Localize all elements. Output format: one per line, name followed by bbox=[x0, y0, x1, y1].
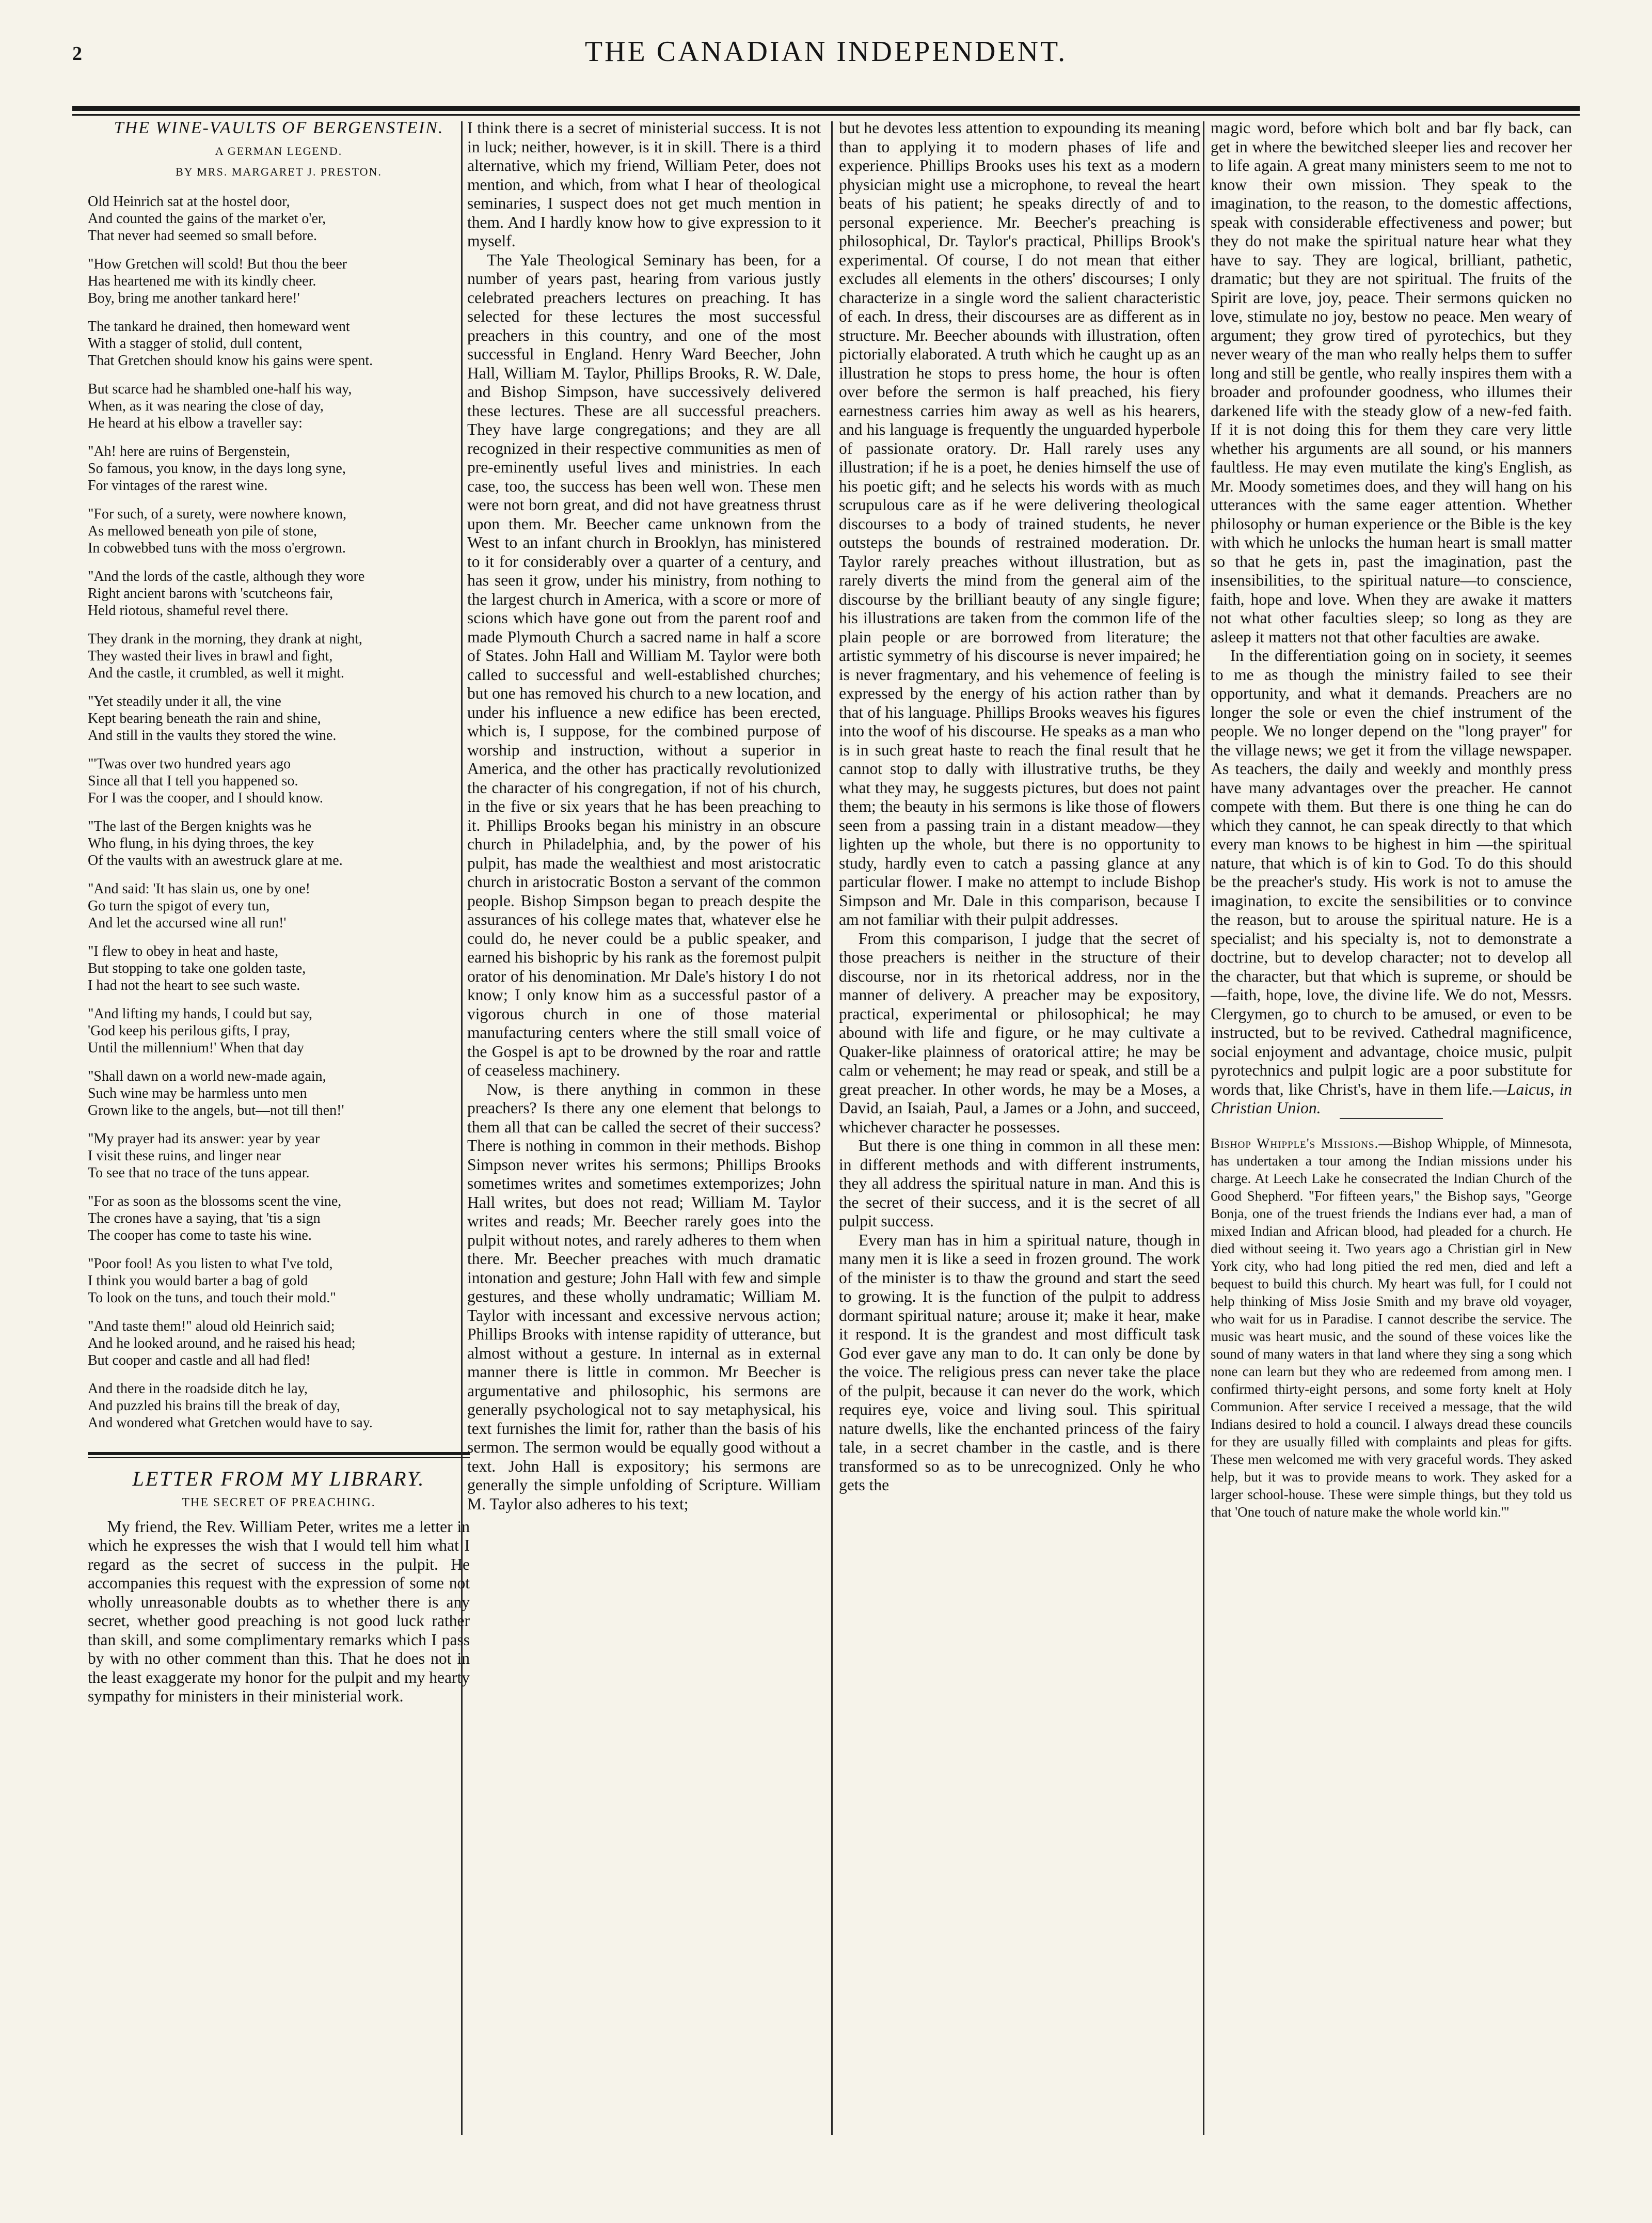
poem-title: THE WINE-VAULTS OF BERGENSTEIN. bbox=[114, 119, 444, 137]
poem-stanza: "My prayer had its answer: year by year I visit these ruins, and linger near To see that no trace of the tuns appear. bbox=[88, 1130, 320, 1181]
notice-text: —Bishop Whipple, of Minnesota, has undertaken a tour among the Indian missions under his charge. At Leech Lake he consecrated the Indian Church of the Good Shepherd. "For fifteen years," the Bishop says, "George Bonja, one of the truest friends the Indians ever had, a man of mixed Indian and African blood, had pleaded for a church. He died without seeing it. Two years ago a Christian girl in New York city, who had long pitied the red men, died and left a bequest to build this church. My heart was full, for I could not help thinking of Miss Josie Smith and my brave old voyager, who wait for us in Paradise. I cannot describe the service. The music was heart music, and the sound of these voices like the sound of many waters in that land where they sing a song which none can learn but they who are redeemed from among men. I confirmed thirty-eight persons, and some forty knelt at Holy Communion. After service I received a message, that the wild Indians desired to hold a council. I always dread these councils for they are usually filled with complaints and pleas for gifts. These men welcomed me with very graceful words. They asked help, but it was to provide means to work. They asked for a larger school-house. These were simple things, but they told us that 'One touch of nature make the whole world kin.'" bbox=[1211, 1135, 1572, 1520]
poem-stanza: "And lifting my hands, I could but say, 'God keep his perilous gifts, I pray, Until the millennium!' When that day bbox=[88, 1005, 313, 1056]
poem-stanza: "Poor fool! As you listen to what I've told, I think you would barter a bag of gold To look on the tuns, and touch their mold." bbox=[88, 1255, 336, 1306]
letter-paragraph: The Yale Theological Seminary has been, for a number of years past, hearing from various justly celebrated preachers lectures on preaching. It has selected for these lectures the most successful preachers in this country, and one of the most successful in England. Henry Ward Beecher, John Hall, William M. Taylor, Phillips Brooks, R. W. Dale, and Bishop Simpson, have successively delivered these lectures. These are all successful preachers. They have large congregations; and they are all recognized in their respective communities as men of pre-eminently useful lives and ministries. In each case, too, the success has been well won. These men were not born great, and did not have greatness thrust upon them. Mr. Beecher came unknown from the West to an infant church in Brooklyn, has ministered to it for considerably over a quarter of a century, and has seen it grow, under his ministry, from nothing to the largest church in America, with a score or more of scions which have gone out from the parent roof and made Plymouth Church a sacred name in half a score of States. John Hall and William M. Taylor were both called to successful and well-established churches; but one has removed his church to a new location, and under his influence a new edifice has been erected, which is, I suppose, for the combined purpose of worship and instruction, without a superior in America, and the other has practically revolutionized the character of his congregation, if not of his church, in the five or six years that he has been preaching to it. Phillips Brooks began his ministry in an obscure church in Philadelphia, and, by the power of his pulpit, has made the wealthiest and most aristocratic church in aristocratic Boston a servant of the common people. Bishop Simpson began to preach despite the assurances of his college mates that, whatever else he could do, he never could be a public speaker, and earned his bishopric by his rank as the foremost pulpit orator of his denomination. Mr Dale's history I do not know; I only know him as a successful pastor of a vigorous church in one of those material manufacturing centers where the still small voice of the Gospel is apt to be drowned by the roar and rattle of ceaseless machinery. bbox=[467, 250, 821, 1079]
poem-stanza: Old Heinrich sat at the hostel door, And counted the gains of the market o'er, That never had seemed so small before. bbox=[88, 193, 326, 244]
poem-stanza: "For as soon as the blossoms scent the vine, The crones have a saying, that 'tis a sign The cooper has come to taste his wine. bbox=[88, 1193, 342, 1243]
letter-paragraph: Every man has in him a spiritual nature, though in many men it is like a seed in frozen ground. The work of the minister is to thaw the ground and start the seed to growing. It is the function of the pulpit to address dormant spiritual nature; arouse it; make it hear, make it respond. It is the grandest and most difficult task God ever gave any man to do. It can only be done by the voice. The religious press can never take the place of the pulpit, because it can never do the work, which requires eye, voice and living soul. This spiritual nature dwells, like the enchanted princess of the fairy tale, in a secret chamber in the castle, and is there transformed so as to be unrecognized. Only he who gets the bbox=[839, 1231, 1200, 1494]
poem-stanza: They drank in the morning, they drank at night, They wasted their lives in brawl and fight, And the castle, it crumbled, as well it might. bbox=[88, 630, 362, 681]
masthead-title: THE CANADIAN INDEPENDENT. bbox=[584, 36, 1068, 68]
poem-stanza: "And taste them!" aloud old Heinrich said; And he looked around, and he raised his head; But cooper and castle and all had fled! bbox=[88, 1318, 356, 1368]
section-rule bbox=[88, 1452, 470, 1455]
letter-signature: —Laicus, in Christian Union. bbox=[1211, 1080, 1572, 1117]
poem-stanza: "'Twas over two hundred years ago Since all that I tell you happened so. For I was the cooper, and I should know. bbox=[88, 755, 323, 806]
poem-stanza: And there in the roadside ditch he lay, And puzzled his brains till the break of day, And wondered what Gretchen would have to say. bbox=[88, 1380, 373, 1431]
page-header bbox=[72, 31, 1580, 93]
column-divider bbox=[1203, 121, 1204, 2135]
poem-stanza: "Ah! here are ruins of Bergenstein, So famous, you know, in the days long syne, For vintages of the rarest wine. bbox=[88, 443, 346, 494]
letter-paragraph: But there is one thing in common in all these men: in different methods and with different instruments, they all address the spiritual nature in man. And this is the secret of their success, and it is the secret of all pulpit success. bbox=[839, 1137, 1200, 1230]
poem-stanza: "The last of the Bergen knights was he Who flung, in his dying throes, the key Of the vaults with an awestruck glare at me. bbox=[88, 818, 343, 869]
poem-stanza: The tankard he drained, then homeward went With a stagger of stolid, dull content, That Gretchen should know his gains were spent. bbox=[88, 318, 373, 369]
letter-paragraph: From this comparison, I judge that the secret of those preachers is neither in the structure of their discourse, nor in its rhetorical address, nor in the manner of delivery. A preacher may be expository, practical, experimental or philosophical; he may abound with life and figure, or he may cultivate a Quaker-like plainness of oratorical attire; he may be calm or vehement; he may read or speak, and still be a great preacher. In other words, he may be a Moses, a David, an Isaiah, Paul, a James or a John, and succeed, whichever character he possesses. bbox=[839, 929, 1200, 1136]
letter-title: LETTER FROM MY LIBRARY. bbox=[132, 1467, 425, 1490]
poem-stanza: "And said: 'It has slain us, one by one! Go turn the spigot of every tun, And let the accursed wine all run!' bbox=[88, 880, 310, 931]
poem-stanza: "For such, of a surety, were nowhere known, As mellowed beneath yon pile of stone, In cobwebbed tuns with the moss o'ergrown. bbox=[88, 506, 347, 556]
poem-stanza: "I flew to obey in heat and haste, But stopping to take one golden taste, I had not the heart to see such waste. bbox=[88, 943, 306, 994]
letter-paragraph-text: In the differentiation going on in society, it seemes to me as though the ministry failed to see their opportunity, and what it demands. Preachers are no longer the sole or even the chief instrument of the people. We no longer depend on the "long prayer" for the village news; we get it from the village newspaper. As teachers, the daily and weekly and monthly press have many advantages over the preacher. He cannot compete with them. But there is one thing he can do which they cannot, he can speak directly to that which every man knows to be highest in him —the spiritual nature, that which is of kin to God. To do this should be the preacher's study. His work is not to amuse the imagination, to excite the sensibilities or to convince the reason, but to arouse the spiritual nature. He is a specialist; and his specialty is, not to demonstrate a doctrine, but to develop character; not to develop all the character, but that which is supreme, or should be—faith, hope, love, the divine life. We do not, Messrs. Clergymen, go to church to be amused, or even to be instructed, but to be revived. Cathedral magnificence, social enjoyment and advantage, choice music, pulpit pyrotechnics and pulpit logic are a poor substitute for words that, like Christ's, have in them life. bbox=[1211, 647, 1572, 1098]
letter-paragraph: My friend, the Rev. William Peter, writes me a letter in which he expresses the wish that I would tell him what I regard as the secret of success in the pulpit. He accompanies this request with the expression of some not wholly unreasonable doubts as to whether there is any secret, whether good preaching is not good luck rather than skill, and some complimentary remarks which I pass by with no other comment than this. That he does not in the least exaggerate my honor for the pulpit and my hearty sympathy for ministers in their ministerial work. bbox=[88, 1517, 470, 1705]
letter-subtitle: THE SECRET OF PREACHING. bbox=[182, 1496, 376, 1509]
poem-subtitle: A GERMAN LEGEND. bbox=[215, 144, 343, 157]
column-divider bbox=[831, 121, 833, 2135]
page-number: 2 bbox=[72, 43, 82, 65]
column-1 bbox=[88, 119, 470, 2179]
letter-paragraph: but he devotes less attention to expounding its meaning than to applying it to modern phases of life and experience. Phillips Brooks uses his text as a modern physician might use a microphone, to reveal the heart beats of his patient; he speaks directly of and to personal experience. Mr. Beecher's preaching is philosophical, Dr. Taylor's practical, Phillips Brook's experimental. Of course, I do not mean that either excludes all elements in the others' discourses; I only characterize in a single word the salient characteristic of each. In dress, their discourses are as different as in structure. Mr. Beecher abounds with illustration, often pictorially elaborated. A truth which he caught up as an illustration he stops to press home, the hour is often over before the sermon is half preached, his fiery earnestness carries him away as well as his hearers, and his language is frequently the unguarded hyperbole of passionate oratory. Dr. Hall rarely uses any illustration; if he is a poet, he denies himself the use of his poetic gift; and he selects his words with as much scrupulous care as if he were delivering theological discourses to a body of trained students, he never outsteps the bounds of restrained moderation. Dr. Taylor rarely preaches without illustration, but as rarely diverts the mind from the general aim of the discourse by the brilliant beauty of any single figure; his illustrations are taken from the common life of the plain people or are borrowed from literature; the artistic symmetry of his discourse is never impaired; he is never fragmentary, and his vehemence of feeling is expressed by the energy of his action rather than by that of his language. Phillips Brooks weaves his figures into the woof of his discourse. He speaks as a man who is in such great haste to reach the final result that he cannot stop to dally with illustrative truths, be they what they may, he suggests pictures, but does not paint them; the beauty in his sermons is like those of flowers seen from a passing train in a distant meadow—they lighten up the whole, but there is no opportunity to study, hardly even to catch a passing glance at any particular flower. I make no attempt to include Bishop Simpson and Mr. Dale in this comparison, because I am not familiar with their pulpit addresses. bbox=[839, 119, 1200, 928]
poem-author: BY MRS. MARGARET J. PRESTON. bbox=[176, 165, 382, 178]
column-4 bbox=[1211, 119, 1572, 2179]
letter-paragraph bbox=[1211, 647, 1572, 1118]
column-2 bbox=[467, 119, 821, 2179]
poem-stanza: "Yet steadily under it all, the vine Kept bearing beneath the rain and shine, And still in the vaults they stored the wine. bbox=[88, 693, 337, 744]
column-3 bbox=[839, 119, 1200, 2179]
poem-stanza: "And the lords of the castle, although they wore Right ancient barons with 'scutcheons fair, Held riotous, shameful revel there. bbox=[88, 568, 365, 619]
signature-rule bbox=[1340, 1118, 1443, 1119]
notice-lead: Bishop Whipple's Missions. bbox=[1211, 1135, 1379, 1151]
poem-body bbox=[88, 193, 470, 1431]
masthead-rule bbox=[72, 106, 1580, 111]
letter-paragraph: Now, is there anything in common in these preachers? Is there any one element that belongs to them all that can be called the secret of their success? There is nothing in common in their methods. Bishop Simpson never writes his sermons; Phillips Brooks sometimes writes and sometimes extemporizes; John Hall writes, but does not read; William M. Taylor writes and reads; Mr. Beecher rarely goes into the pulpit without notes, and rarely adheres to them when there. Mr. Beecher preaches with much dramatic intonation and gesture; John Hall with few and simple gestures, and these wholly undramatic; William M. Taylor with incessant and excessive nervous action; Phillips Brooks with intense rapidity of utterance, but almost without a gesture. In internal as in external manner there is little in common. Mr Beecher is argumentative and philosophic, his sermons are generally psychological not to say metaphysical, his text furnishes the limit for, rather than the basis of his sermon. The sermon would be equally good without a text. John Hall is expository; his sermons are generally the simple unfolding of Scripture. William M. Taylor also adheres to his text; bbox=[467, 1080, 821, 1513]
notice-item bbox=[1211, 1134, 1572, 1521]
section-rule bbox=[88, 1457, 470, 1458]
letter-paragraph: magic word, before which bolt and bar fly back, can get in where the bewitched sleeper lies and recover her to life again. A great many ministers seem to me not to know their own mission. They speak to the imagination, to the reason, to the domestic affections, speak with considerable effectiveness and power; but they do not make the spiritual nature hear what they have to say. They are logical, brilliant, pathetic, dramatic; but they are not spiritual. The fruits of the Spirit are love, joy, peace. Their sermons quicken no love, stimulate no joy, bestow no peace. Men weary of argument; they grow tired of pyrotechics, but they never weary of the man who really helps them to suffer long and still be gentle, who really inspires them with a broader and profounder goodness, who illumes their darkened life with the steady glow of a new-fed faith. If it is not doing this for them they care very little whether his arguments are all sound, or his manners faultless. He may even mutilate the king's English, as Mr. Moody sometimes does, and they will hang on his utterances with the same eager attention. Whether philosophy or human experience or the Bible is the key with which he unlocks the human heart is small matter so that he gets in, past the imagination, past the insensibilities, to the spiritual nature—to conscience, faith, hope and love. When they are awake it matters not what other faculties sleep; so long as they are asleep it matters not that other faculties are awake. bbox=[1211, 119, 1572, 646]
poem-stanza: "Shall dawn on a world new-made again, Such wine may be harmless unto men Grown like to the angels, but—not till then!' bbox=[88, 1068, 344, 1118]
letter-paragraph: I think there is a secret of ministerial success. It is not in luck; neither, however, is it in skill. There is a third alternative, which my friend, William Peter, does not mention, and which, from what I hear of theological seminaries, I suspect does not get much mention in them. And I hardly know how to give expression to it myself. bbox=[467, 119, 821, 250]
poem-stanza: "How Gretchen will scold! But thou the beer Has heartened me with its kindly cheer. Boy, bring me another tankard here!' bbox=[88, 256, 347, 306]
poem-stanza: But scarce had he shambled one-half his way, When, as it was nearing the close of day, He heard at his elbow a traveller say: bbox=[88, 381, 352, 431]
